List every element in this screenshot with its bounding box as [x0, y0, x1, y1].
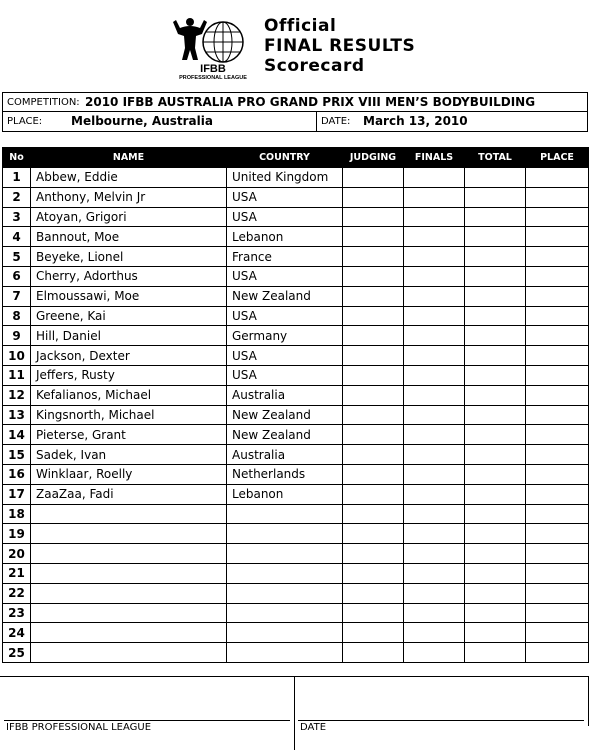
- signature-footer: [0, 676, 590, 750]
- competitor-number: 12: [3, 385, 31, 405]
- finals-score-cell: [404, 623, 465, 643]
- finals-score-cell: [404, 187, 465, 207]
- date-label: DATE:: [321, 116, 351, 127]
- judging-score-cell: [343, 563, 404, 583]
- table-row: [3, 346, 589, 366]
- table-row: [3, 247, 589, 267]
- competitor-number: 4: [3, 227, 31, 247]
- competitor-name: [31, 623, 227, 643]
- table-row: [3, 425, 589, 445]
- competitor-number: 3: [3, 207, 31, 227]
- place-cell: [526, 445, 589, 465]
- competitor-country: USA: [227, 187, 343, 207]
- competitor-name: Anthony, Melvin Jr: [31, 187, 227, 207]
- judging-score-cell: [343, 464, 404, 484]
- competitor-name: [31, 603, 227, 623]
- finals-score-cell: [404, 643, 465, 663]
- competition-info-box: [2, 92, 588, 132]
- competitor-number: 11: [3, 365, 31, 385]
- header-total: TOTAL: [465, 148, 526, 168]
- total-score-cell: [465, 504, 526, 524]
- title-line-official: Official: [264, 16, 337, 36]
- table-row: [3, 583, 589, 603]
- place-cell: [526, 563, 589, 583]
- finals-score-cell: [404, 286, 465, 306]
- judging-score-cell: [343, 445, 404, 465]
- competitor-number: 16: [3, 464, 31, 484]
- finals-score-cell: [404, 346, 465, 366]
- competitor-number: 13: [3, 405, 31, 425]
- judging-score-cell: [343, 207, 404, 227]
- competitor-name: Jackson, Dexter: [31, 346, 227, 366]
- place-cell: [526, 306, 589, 326]
- scorecard-title: [264, 16, 415, 76]
- competitor-name: Atoyan, Grigori: [31, 207, 227, 227]
- judging-score-cell: [343, 484, 404, 504]
- judging-score-cell: [343, 603, 404, 623]
- competitor-name: Elmoussawi, Moe: [31, 286, 227, 306]
- competitor-country: [227, 623, 343, 643]
- finals-score-cell: [404, 524, 465, 544]
- finals-score-cell: [404, 207, 465, 227]
- competitor-name: Cherry, Adorthus: [31, 266, 227, 286]
- total-score-cell: [465, 286, 526, 306]
- judging-score-cell: [343, 346, 404, 366]
- table-row: [3, 168, 589, 188]
- place-cell: [526, 425, 589, 445]
- scorecard-header: [0, 0, 590, 88]
- judging-score-cell: [343, 504, 404, 524]
- competitor-number: 15: [3, 445, 31, 465]
- judging-score-cell: [343, 583, 404, 603]
- competitor-country: Australia: [227, 445, 343, 465]
- place-cell: [526, 286, 589, 306]
- table-row: [3, 227, 589, 247]
- table-row: [3, 326, 589, 346]
- finals-score-cell: [404, 464, 465, 484]
- total-score-cell: [465, 583, 526, 603]
- total-score-cell: [465, 405, 526, 425]
- competitor-country: USA: [227, 207, 343, 227]
- judging-score-cell: [343, 187, 404, 207]
- judging-score-cell: [343, 385, 404, 405]
- judging-score-cell: [343, 425, 404, 445]
- competitor-country: [227, 563, 343, 583]
- competitor-country: USA: [227, 306, 343, 326]
- table-row: [3, 187, 589, 207]
- header-no: No: [3, 148, 31, 168]
- competitor-country: USA: [227, 266, 343, 286]
- judging-score-cell: [343, 544, 404, 564]
- table-row: [3, 643, 589, 663]
- competitor-number: 1: [3, 168, 31, 188]
- place-cell: [526, 207, 589, 227]
- competitor-number: 18: [3, 504, 31, 524]
- competitor-country: [227, 603, 343, 623]
- competitor-country: New Zealand: [227, 425, 343, 445]
- competitor-number: 24: [3, 623, 31, 643]
- place-date-row: [3, 112, 587, 132]
- place-cell: [526, 326, 589, 346]
- total-score-cell: [465, 603, 526, 623]
- table-row: [3, 464, 589, 484]
- header-country: COUNTRY: [227, 148, 343, 168]
- competitor-country: [227, 643, 343, 663]
- competitor-country: Netherlands: [227, 464, 343, 484]
- table-row: [3, 445, 589, 465]
- table-row: [3, 207, 589, 227]
- competitor-number: 14: [3, 425, 31, 445]
- table-row: [3, 266, 589, 286]
- svg-text:PROFESSIONAL LEAGUE: PROFESSIONAL LEAGUE: [179, 75, 247, 80]
- competitor-country: Germany: [227, 326, 343, 346]
- league-signature-line: [4, 720, 290, 721]
- competitor-name: [31, 643, 227, 663]
- competitor-number: 9: [3, 326, 31, 346]
- header-judging: JUDGING: [343, 148, 404, 168]
- finals-score-cell: [404, 583, 465, 603]
- place-cell: [526, 168, 589, 188]
- competitor-name: Kingsnorth, Michael: [31, 405, 227, 425]
- competitor-name: Pieterse, Grant: [31, 425, 227, 445]
- date-signature-line: [298, 720, 584, 721]
- finals-score-cell: [404, 544, 465, 564]
- competitor-number: 5: [3, 247, 31, 267]
- competitor-name: [31, 544, 227, 564]
- total-score-cell: [465, 643, 526, 663]
- competitor-number: 2: [3, 187, 31, 207]
- competitor-number: 17: [3, 484, 31, 504]
- competitor-name: Hill, Daniel: [31, 326, 227, 346]
- total-score-cell: [465, 247, 526, 267]
- competitor-name: Sadek, Ivan: [31, 445, 227, 465]
- header-place: PLACE: [526, 148, 589, 168]
- total-score-cell: [465, 484, 526, 504]
- place-cell: [526, 643, 589, 663]
- place-cell: [526, 187, 589, 207]
- place-cell: [526, 227, 589, 247]
- total-score-cell: [465, 563, 526, 583]
- finals-score-cell: [404, 306, 465, 326]
- table-row: [3, 365, 589, 385]
- judging-score-cell: [343, 227, 404, 247]
- competitor-country: Australia: [227, 385, 343, 405]
- competitor-number: 21: [3, 563, 31, 583]
- competitor-country: Lebanon: [227, 484, 343, 504]
- judging-score-cell: [343, 405, 404, 425]
- competitor-country: [227, 504, 343, 524]
- total-score-cell: [465, 445, 526, 465]
- total-score-cell: [465, 207, 526, 227]
- footer-right-border: [588, 676, 589, 726]
- place-value: Melbourne, Australia: [71, 114, 213, 128]
- competitor-name: [31, 504, 227, 524]
- place-cell: [526, 583, 589, 603]
- competitor-name: Beyeke, Lionel: [31, 247, 227, 267]
- results-table: [2, 147, 589, 663]
- competitor-name: [31, 524, 227, 544]
- finals-score-cell: [404, 247, 465, 267]
- total-score-cell: [465, 346, 526, 366]
- competitor-country: New Zealand: [227, 405, 343, 425]
- total-score-cell: [465, 365, 526, 385]
- header-name: NAME: [31, 148, 227, 168]
- total-score-cell: [465, 524, 526, 544]
- place-cell: [526, 603, 589, 623]
- competition-label: COMPETITION:: [7, 97, 80, 108]
- competitor-country: [227, 524, 343, 544]
- finals-score-cell: [404, 385, 465, 405]
- finals-score-cell: [404, 168, 465, 188]
- total-score-cell: [465, 326, 526, 346]
- judging-score-cell: [343, 266, 404, 286]
- svg-text:IFBB: IFBB: [200, 63, 226, 75]
- date-divider: [316, 112, 317, 132]
- competitor-name: Greene, Kai: [31, 306, 227, 326]
- competitor-name: Jeffers, Rusty: [31, 365, 227, 385]
- table-row: [3, 603, 589, 623]
- place-cell: [526, 346, 589, 366]
- total-score-cell: [465, 623, 526, 643]
- table-row: [3, 563, 589, 583]
- table-row: [3, 524, 589, 544]
- competition-value: 2010 IFBB AUSTRALIA PRO GRAND PRIX VIII MEN’S BODYBUILDING: [85, 95, 536, 109]
- judging-score-cell: [343, 643, 404, 663]
- place-cell: [526, 247, 589, 267]
- competitor-name: Kefalianos, Michael: [31, 385, 227, 405]
- table-row: [3, 306, 589, 326]
- competitor-name: [31, 583, 227, 603]
- finals-score-cell: [404, 405, 465, 425]
- place-cell: [526, 464, 589, 484]
- competitor-number: 19: [3, 524, 31, 544]
- competitor-country: USA: [227, 365, 343, 385]
- place-cell: [526, 544, 589, 564]
- competitor-country: [227, 544, 343, 564]
- table-header-row: [3, 148, 589, 168]
- league-signature-label: IFBB PROFESSIONAL LEAGUE: [6, 722, 152, 733]
- competitor-country: Lebanon: [227, 227, 343, 247]
- results-body: [3, 168, 589, 663]
- total-score-cell: [465, 464, 526, 484]
- judging-score-cell: [343, 623, 404, 643]
- total-score-cell: [465, 425, 526, 445]
- competitor-name: Winklaar, Roelly: [31, 464, 227, 484]
- competitor-number: 10: [3, 346, 31, 366]
- finals-score-cell: [404, 563, 465, 583]
- competitor-number: 22: [3, 583, 31, 603]
- competitor-country: USA: [227, 346, 343, 366]
- place-cell: [526, 385, 589, 405]
- place-cell: [526, 484, 589, 504]
- finals-score-cell: [404, 227, 465, 247]
- place-cell: [526, 623, 589, 643]
- place-cell: [526, 504, 589, 524]
- competitor-name: Bannout, Moe: [31, 227, 227, 247]
- judging-score-cell: [343, 306, 404, 326]
- competitor-name: Abbew, Eddie: [31, 168, 227, 188]
- finals-score-cell: [404, 603, 465, 623]
- competitor-number: 8: [3, 306, 31, 326]
- competitor-number: 6: [3, 266, 31, 286]
- date-signature-label: DATE: [300, 722, 327, 733]
- total-score-cell: [465, 385, 526, 405]
- finals-score-cell: [404, 484, 465, 504]
- table-row: [3, 286, 589, 306]
- table-row: [3, 504, 589, 524]
- title-line-final-results: FINAL RESULTS: [264, 36, 416, 56]
- header-finals: FINALS: [404, 148, 465, 168]
- total-score-cell: [465, 187, 526, 207]
- judging-score-cell: [343, 365, 404, 385]
- competition-row: [3, 93, 587, 112]
- footer-divider: [294, 676, 295, 750]
- total-score-cell: [465, 544, 526, 564]
- total-score-cell: [465, 266, 526, 286]
- finals-score-cell: [404, 504, 465, 524]
- place-cell: [526, 266, 589, 286]
- judging-score-cell: [343, 247, 404, 267]
- competitor-name: [31, 563, 227, 583]
- finals-score-cell: [404, 326, 465, 346]
- competitor-number: 25: [3, 643, 31, 663]
- place-cell: [526, 524, 589, 544]
- total-score-cell: [465, 227, 526, 247]
- table-row: [3, 405, 589, 425]
- competitor-country: France: [227, 247, 343, 267]
- judging-score-cell: [343, 168, 404, 188]
- table-row: [3, 385, 589, 405]
- total-score-cell: [465, 306, 526, 326]
- judging-score-cell: [343, 286, 404, 306]
- total-score-cell: [465, 168, 526, 188]
- place-cell: [526, 365, 589, 385]
- competitor-number: 7: [3, 286, 31, 306]
- table-row: [3, 484, 589, 504]
- competitor-number: 20: [3, 544, 31, 564]
- judging-score-cell: [343, 326, 404, 346]
- finals-score-cell: [404, 445, 465, 465]
- finals-score-cell: [404, 365, 465, 385]
- competitor-country: [227, 583, 343, 603]
- competitor-number: 23: [3, 603, 31, 623]
- ifbb-logo-icon: [168, 14, 258, 80]
- finals-score-cell: [404, 425, 465, 445]
- finals-score-cell: [404, 266, 465, 286]
- place-cell: [526, 405, 589, 425]
- competitor-country: New Zealand: [227, 286, 343, 306]
- place-label: PLACE:: [7, 116, 43, 127]
- competitor-country: United Kingdom: [227, 168, 343, 188]
- competitor-name: ZaaZaa, Fadi: [31, 484, 227, 504]
- judging-score-cell: [343, 524, 404, 544]
- table-row: [3, 544, 589, 564]
- title-line-scorecard: Scorecard: [264, 56, 365, 76]
- table-row: [3, 623, 589, 643]
- date-value: March 13, 2010: [363, 114, 468, 128]
